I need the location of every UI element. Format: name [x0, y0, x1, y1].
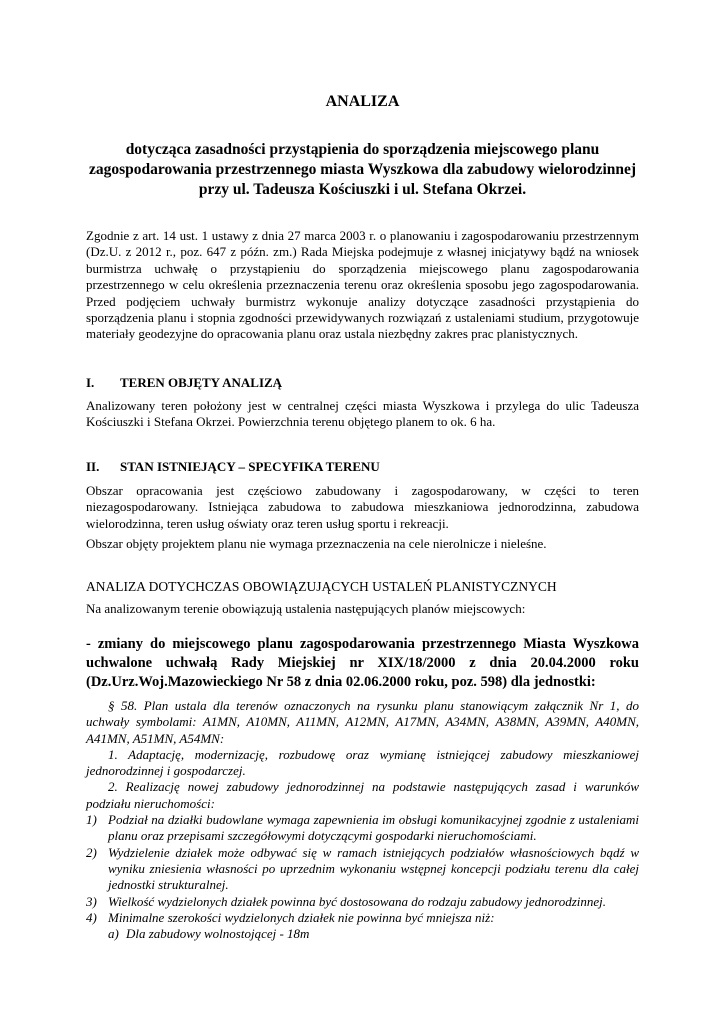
section-1-text: Analizowany teren położony jest w centralnej części miasta Wyszkowa i przylega do ulic Tadeusza Kościuszki i Stefana Okrzei. Powierzchnia terenu objętego planem to ok. 6 ha.: [86, 398, 639, 430]
section-1-title: TEREN OBJĘTY ANALIZĄ: [120, 375, 283, 390]
section-2-title: STAN ISTNIEJĄCY – SPECYFIKA TERENU: [120, 459, 380, 474]
intro-paragraph: Zgodnie z art. 14 ust. 1 ustawy z dnia 27 marca 2003 r. o planowaniu i zagospodarowaniu przestrzennym (Dz.U. z 2012 r., poz. 647 z późn. zm.) Rada Miejska podejmuje z własnej inicjatywy bądź na wniosek burmistrza uchwałę o przystąpieniu do sporządzenia miejscowego planu zagospodarowania przestrzennego w celu określenia przeznaczenia terenu oraz określenia sposobu jego zagospodarowania. Przed podjęciem uchwały burmistrz wykonuje analizy dotyczące zasadności przystąpienia do sporządzenia planu i stopnia zgodności przewidywanych rozwiązań z ustaleniami studium, przygotowuje materiały geodezyjne do opracowania planu oraz ustala niezbędny zakres prac planistycznych.: [86, 228, 639, 342]
plan-provisions: [86, 698, 639, 942]
provision-paragraph: § 58. Plan ustala dla terenów oznaczonych na rysunku planu stanowiącym załącznik Nr 1, do uchwały symbolami: A1MN, A10MN, A11MN, A12MN, A17MN, A34MN, A38MN, A39MN, A40MN, A41MN, A51MN, A54MN:: [86, 698, 639, 746]
section-1-number: I.: [86, 375, 95, 390]
list-item: [86, 812, 639, 845]
list-item-text: Wydzielenie działek może odbywać się w ramach istniejących podziałów własnościowych bądź w wyniku zniesienia własności po uprzednim wykonaniu wstępnej koncepcji podziału terenu dla całej jednostki strukturalnej.: [108, 844, 639, 893]
sub-list-item-marker: a): [108, 926, 119, 942]
list-item: [86, 894, 639, 910]
list-item-marker: 1): [86, 812, 97, 828]
document-title: ANALIZA: [325, 93, 400, 110]
list-item-marker: 3): [86, 893, 97, 909]
section-3-heading: ANALIZA DOTYCHCZAS OBOWIĄZUJĄCYCH USTALEŃ PLANISTYCZNYCH: [86, 579, 557, 594]
list-item-text: Wielkość wydzielonych działek powinna być dostosowana do rodzaju zabudowy jednorodzinnej.: [108, 893, 607, 909]
provision-point-2: 2. Realizację nowej zabudowy jednorodzinnej na podstawie następujących zasad i warunków podziału nieruchomości:: [86, 779, 639, 811]
section-2-text-1: Obszar opracowania jest częściowo zabudowany i zagospodarowany, w części to teren niezagospodarowany. Istniejąca zabudowa to zabudowa mieszkaniowa jednorodzinna, zabudowa wielorodzinna, teren usług oświaty oraz teren usług sportu i rekreacji.: [86, 483, 639, 531]
list-item-marker: 4): [86, 909, 97, 925]
document-subtitle: dotycząca zasadności przystąpienia do sporządzenia miejscowego planu zagospodarowania przestrzennego miasta Wyszkowa dla zabudowy wielorodzinnej przy ul. Tadeusza Kościuszki i ul. Stefana Okrzei.: [88, 141, 637, 198]
plan-title: - zmiany do miejscowego planu zagospodarowania przestrzennego Miasta Wyszkowa uchwalone uchwałą Rady Miejskiej nr XIX/18/2000 z dnia 20.04.2000 roku (Dz.Urz.Woj.Mazowieckiego Nr 58 z dnia 02.06.2000 roku, poz. 598) dla jednostki:: [86, 636, 639, 690]
list-item-text: Minimalne szerokości wydzielonych działek nie powinna być mniejsza niż:: [108, 909, 495, 925]
list-item: [86, 845, 639, 894]
list-item-text: Podział na działki budowlane wymaga zapewnienia im obsługi komunikacyjnej zgodnie z ustaleniami planu oraz przepisami szczegółowymi dotyczącymi gospodarki nieruchomościami.: [108, 812, 639, 844]
section-2-number: II.: [86, 459, 100, 474]
list-item: [86, 910, 639, 926]
list-item-marker: 2): [86, 844, 97, 860]
provision-point-1: 1. Adaptację, modernizację, rozbudowę oraz wymianę istniejącej zabudowy mieszkaniowej jednorodzinnej i gospodarczej.: [86, 746, 639, 779]
sub-list-item-text: Dla zabudowy wolnostojącej - 18m: [126, 926, 310, 942]
section-1-heading: [86, 375, 639, 391]
sub-list-item: [86, 926, 639, 942]
section-2-heading: [86, 459, 639, 475]
section-3-intro: Na analizowanym terenie obowiązują ustalenia następujących planów miejscowych:: [86, 601, 526, 616]
section-2-text-2: Obszar objęty projektem planu nie wymaga przeznaczenia na cele nierolnicze i nieleśne.: [86, 536, 547, 551]
